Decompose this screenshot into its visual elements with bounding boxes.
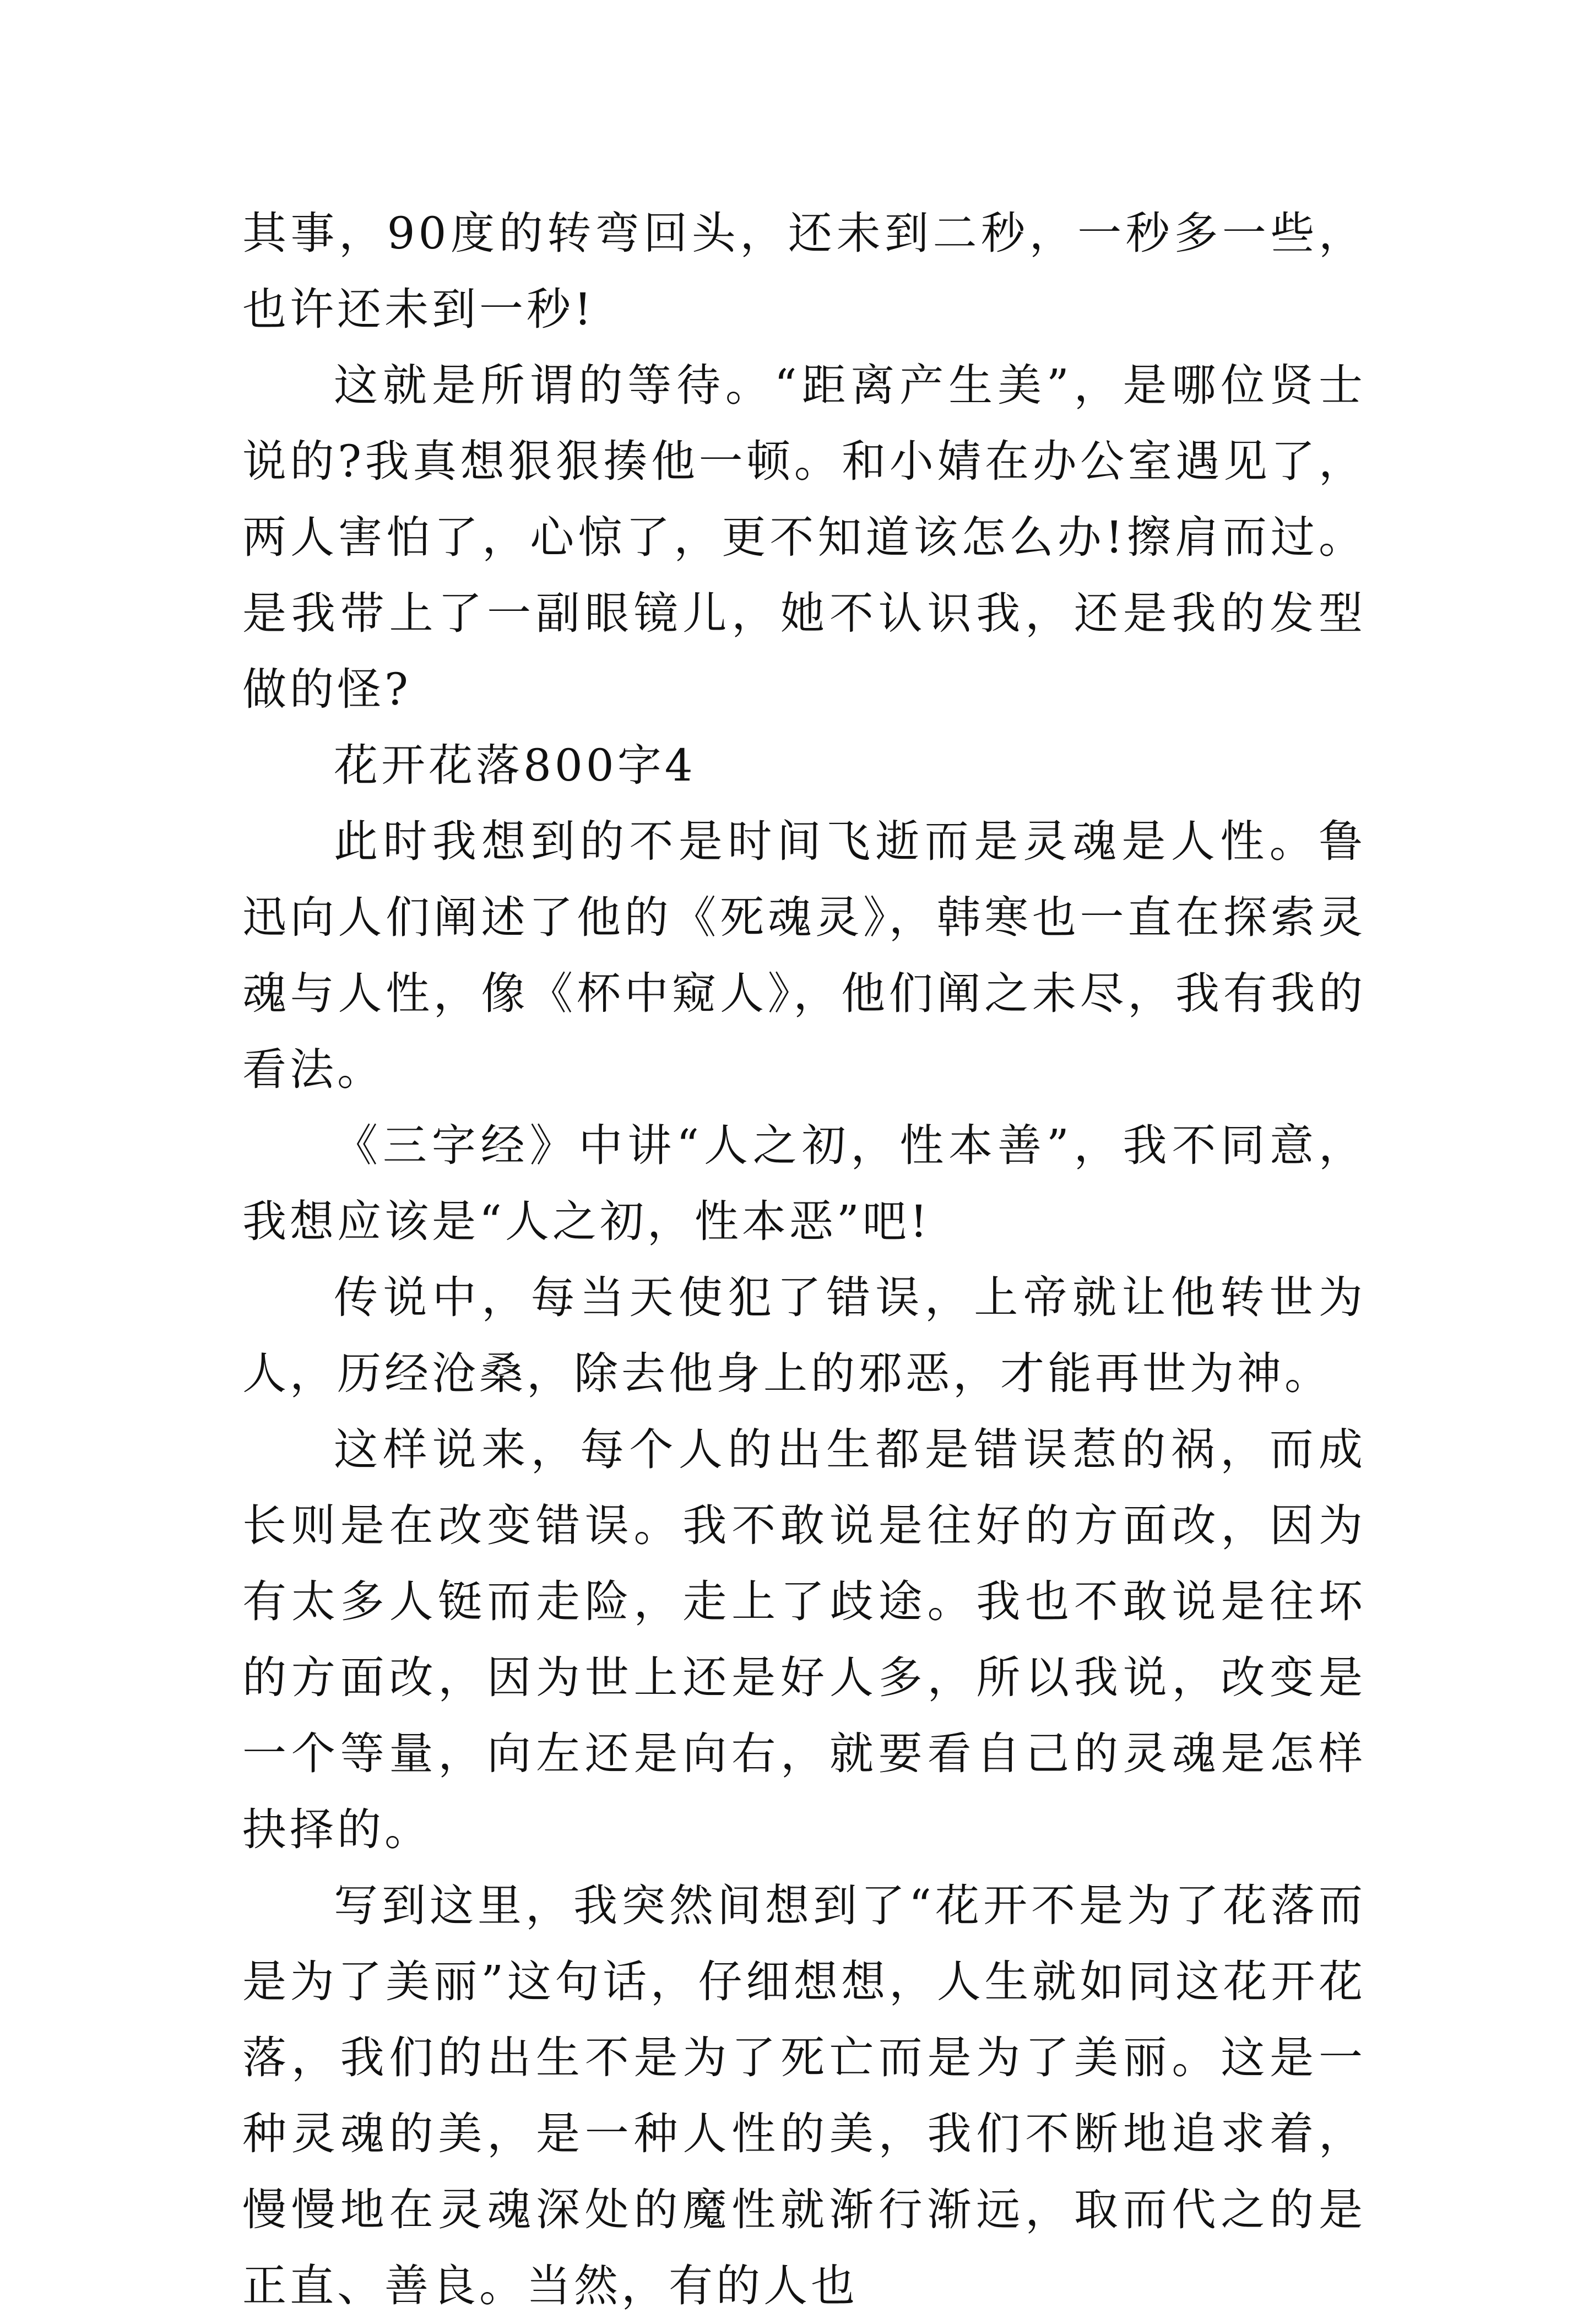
document-page	[242, 196, 1366, 2324]
paragraph-waiting: 这就是所谓的等待。“距离产生美”，是哪位贤士说的?我真想狠狠揍他一顿。和小婧在办公室遇见了，两人害怕了，心惊了，更不知道该怎么办!擦肩而过。是我带上了一副眼镜儿，她不认识我，还是我的发型做的怪?	[242, 360, 1366, 715]
paragraph-soul: 此时我想到的不是时间飞逝而是灵魂是人性。鲁迅向人们阐述了他的《死魂灵》，韩寒也一直在探索灵魂与人性，像《杯中窥人》，他们阐之未尽，我有我的看法。	[242, 816, 1366, 1095]
paragraph-growth: 这样说来，每个人的出生都是错误惹的祸，而成长则是在改变错误。我不敢说是往好的方面改，因为有太多人铤而走险，走上了歧途。我也不敢说是往坏的方面改，因为世上还是好人多，所以我说，改变是一个等量，向左还是向右，就要看自己的灵魂是怎样抉择的。	[242, 1424, 1366, 1855]
paragraph-flowers: 写到这里，我突然间想到了“花开不是为了花落而是为了美丽”这句话，仔细想想，人生就如同这花开花落，我们的出生不是为了死亡而是为了美丽。这是一种灵魂的美，是一种人性的美，我们不断地追求着，慢慢地在灵魂深处的魔性就渐行渐远，取而代之的是正直、善良。当然，有的人也	[242, 1880, 1366, 2311]
paragraph-continued: 其事，90度的转弯回头，还未到二秒，一秒多一些，也许还未到一秒!	[242, 208, 1366, 335]
section-heading: 花开花落800字4	[334, 740, 696, 791]
paragraph-sanzijing: 《三字经》中讲“人之初，性本善”，我不同意，我想应该是“人之初，性本恶”吧!	[242, 1120, 1366, 1247]
paragraph-legend: 传说中，每当天使犯了错误，上帝就让他转世为人，历经沧桑，除去他身上的邪恶，才能再世为神。	[242, 1272, 1366, 1399]
